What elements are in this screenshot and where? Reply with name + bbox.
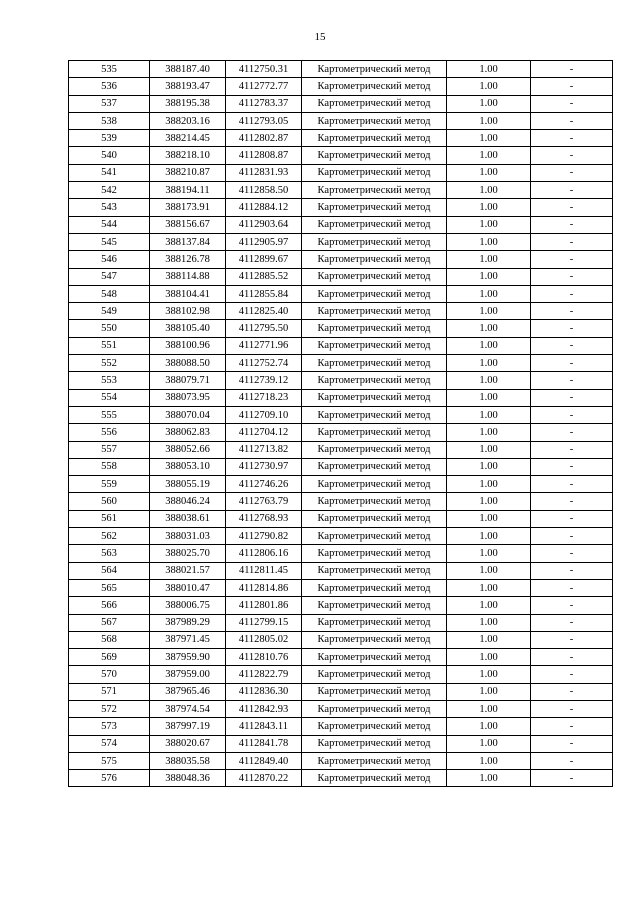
note-cell: -: [531, 579, 613, 596]
table-row: [69, 268, 613, 285]
y-coordinate-cell: 4112884.12: [226, 199, 302, 216]
note-cell: -: [531, 216, 613, 233]
note-cell: -: [531, 355, 613, 372]
table-row: [69, 112, 613, 129]
table-row: [69, 510, 613, 527]
note-cell: -: [531, 614, 613, 631]
x-coordinate-cell: 388195.38: [150, 95, 226, 112]
note-cell: -: [531, 372, 613, 389]
x-coordinate-cell: 388102.98: [150, 303, 226, 320]
accuracy-cell: 1.00: [447, 61, 531, 78]
y-coordinate-cell: 4112713.82: [226, 441, 302, 458]
note-cell: -: [531, 61, 613, 78]
y-coordinate-cell: 4112806.16: [226, 545, 302, 562]
table-row: [69, 320, 613, 337]
table-row: [69, 528, 613, 545]
accuracy-cell: 1.00: [447, 752, 531, 769]
point-number-cell: 552: [69, 355, 150, 372]
y-coordinate-cell: 4112814.86: [226, 579, 302, 596]
y-coordinate-cell: 4112855.84: [226, 285, 302, 302]
x-coordinate-cell: 388006.75: [150, 597, 226, 614]
method-cell: Картометрический метод: [302, 303, 447, 320]
x-coordinate-cell: 388010.47: [150, 579, 226, 596]
table-row: [69, 355, 613, 372]
x-coordinate-cell: 388187.40: [150, 61, 226, 78]
y-coordinate-cell: 4112842.93: [226, 700, 302, 717]
method-cell: Картометрический метод: [302, 78, 447, 95]
note-cell: -: [531, 251, 613, 268]
y-coordinate-cell: 4112899.67: [226, 251, 302, 268]
point-number-cell: 563: [69, 545, 150, 562]
method-cell: Картометрический метод: [302, 130, 447, 147]
method-cell: Картометрический метод: [302, 718, 447, 735]
accuracy-cell: 1.00: [447, 528, 531, 545]
x-coordinate-cell: 388021.57: [150, 562, 226, 579]
point-number-cell: 542: [69, 182, 150, 199]
table-row: [69, 78, 613, 95]
accuracy-cell: 1.00: [447, 493, 531, 510]
x-coordinate-cell: 388210.87: [150, 164, 226, 181]
x-coordinate-cell: 388025.70: [150, 545, 226, 562]
method-cell: Картометрический метод: [302, 182, 447, 199]
y-coordinate-cell: 4112903.64: [226, 216, 302, 233]
table-row: [69, 130, 613, 147]
table-row: [69, 649, 613, 666]
accuracy-cell: 1.00: [447, 147, 531, 164]
y-coordinate-cell: 4112811.45: [226, 562, 302, 579]
x-coordinate-cell: 387974.54: [150, 700, 226, 717]
method-cell: Картометрический метод: [302, 61, 447, 78]
point-number-cell: 555: [69, 406, 150, 423]
y-coordinate-cell: 4112810.76: [226, 649, 302, 666]
note-cell: -: [531, 493, 613, 510]
method-cell: Картометрический метод: [302, 666, 447, 683]
note-cell: -: [531, 389, 613, 406]
point-number-cell: 544: [69, 216, 150, 233]
note-cell: -: [531, 285, 613, 302]
note-cell: -: [531, 510, 613, 527]
accuracy-cell: 1.00: [447, 268, 531, 285]
accuracy-cell: 1.00: [447, 597, 531, 614]
note-cell: -: [531, 424, 613, 441]
note-cell: -: [531, 752, 613, 769]
y-coordinate-cell: 4112822.79: [226, 666, 302, 683]
note-cell: -: [531, 545, 613, 562]
table-row: [69, 303, 613, 320]
point-number-cell: 560: [69, 493, 150, 510]
note-cell: -: [531, 182, 613, 199]
method-cell: Картометрический метод: [302, 510, 447, 527]
note-cell: -: [531, 735, 613, 752]
y-coordinate-cell: 4112905.97: [226, 233, 302, 250]
x-coordinate-cell: 388100.96: [150, 337, 226, 354]
point-number-cell: 553: [69, 372, 150, 389]
method-cell: Картометрический метод: [302, 147, 447, 164]
x-coordinate-cell: 388073.95: [150, 389, 226, 406]
method-cell: Картометрический метод: [302, 199, 447, 216]
accuracy-cell: 1.00: [447, 666, 531, 683]
y-coordinate-cell: 4112808.87: [226, 147, 302, 164]
coordinates-table-body: [69, 61, 613, 787]
note-cell: -: [531, 164, 613, 181]
y-coordinate-cell: 4112885.52: [226, 268, 302, 285]
x-coordinate-cell: 387989.29: [150, 614, 226, 631]
x-coordinate-cell: 388052.66: [150, 441, 226, 458]
note-cell: -: [531, 528, 613, 545]
point-number-cell: 535: [69, 61, 150, 78]
point-number-cell: 558: [69, 458, 150, 475]
point-number-cell: 541: [69, 164, 150, 181]
method-cell: Картометрический метод: [302, 493, 447, 510]
note-cell: -: [531, 199, 613, 216]
accuracy-cell: 1.00: [447, 233, 531, 250]
y-coordinate-cell: 4112790.82: [226, 528, 302, 545]
table-row: [69, 458, 613, 475]
table-row: [69, 233, 613, 250]
method-cell: Картометрический метод: [302, 735, 447, 752]
table-row: [69, 372, 613, 389]
note-cell: -: [531, 95, 613, 112]
method-cell: Картометрический метод: [302, 355, 447, 372]
y-coordinate-cell: 4112858.50: [226, 182, 302, 199]
accuracy-cell: 1.00: [447, 562, 531, 579]
method-cell: Картометрический метод: [302, 216, 447, 233]
point-number-cell: 554: [69, 389, 150, 406]
method-cell: Картометрический метод: [302, 614, 447, 631]
point-number-cell: 572: [69, 700, 150, 717]
table-row: [69, 735, 613, 752]
point-number-cell: 569: [69, 649, 150, 666]
point-number-cell: 567: [69, 614, 150, 631]
y-coordinate-cell: 4112795.50: [226, 320, 302, 337]
table-row: [69, 493, 613, 510]
accuracy-cell: 1.00: [447, 718, 531, 735]
x-coordinate-cell: 388070.04: [150, 406, 226, 423]
accuracy-cell: 1.00: [447, 130, 531, 147]
y-coordinate-cell: 4112718.23: [226, 389, 302, 406]
x-coordinate-cell: 388020.67: [150, 735, 226, 752]
note-cell: -: [531, 770, 613, 787]
x-coordinate-cell: 388137.84: [150, 233, 226, 250]
table-row: [69, 337, 613, 354]
y-coordinate-cell: 4112805.02: [226, 631, 302, 648]
point-number-cell: 561: [69, 510, 150, 527]
y-coordinate-cell: 4112836.30: [226, 683, 302, 700]
note-cell: -: [531, 476, 613, 493]
method-cell: Картометрический метод: [302, 441, 447, 458]
table-row: [69, 285, 613, 302]
note-cell: -: [531, 649, 613, 666]
point-number-cell: 538: [69, 112, 150, 129]
y-coordinate-cell: 4112841.78: [226, 735, 302, 752]
x-coordinate-cell: 388048.36: [150, 770, 226, 787]
table-row: [69, 199, 613, 216]
method-cell: Картометрический метод: [302, 476, 447, 493]
method-cell: Картометрический метод: [302, 95, 447, 112]
table-row: [69, 683, 613, 700]
note-cell: -: [531, 130, 613, 147]
x-coordinate-cell: 388105.40: [150, 320, 226, 337]
point-number-cell: 547: [69, 268, 150, 285]
note-cell: -: [531, 597, 613, 614]
x-coordinate-cell: 388173.91: [150, 199, 226, 216]
accuracy-cell: 1.00: [447, 614, 531, 631]
point-number-cell: 576: [69, 770, 150, 787]
x-coordinate-cell: 388088.50: [150, 355, 226, 372]
table-row: [69, 476, 613, 493]
note-cell: -: [531, 268, 613, 285]
method-cell: Картометрический метод: [302, 528, 447, 545]
accuracy-cell: 1.00: [447, 510, 531, 527]
y-coordinate-cell: 4112739.12: [226, 372, 302, 389]
table-row: [69, 216, 613, 233]
method-cell: Картометрический метод: [302, 562, 447, 579]
y-coordinate-cell: 4112768.93: [226, 510, 302, 527]
method-cell: Картометрический метод: [302, 649, 447, 666]
coordinates-table: [68, 60, 613, 787]
x-coordinate-cell: 388035.58: [150, 752, 226, 769]
y-coordinate-cell: 4112825.40: [226, 303, 302, 320]
accuracy-cell: 1.00: [447, 700, 531, 717]
method-cell: Картометрический метод: [302, 458, 447, 475]
x-coordinate-cell: 388126.78: [150, 251, 226, 268]
note-cell: -: [531, 78, 613, 95]
note-cell: -: [531, 700, 613, 717]
note-cell: -: [531, 458, 613, 475]
accuracy-cell: 1.00: [447, 78, 531, 95]
accuracy-cell: 1.00: [447, 320, 531, 337]
x-coordinate-cell: 388114.88: [150, 268, 226, 285]
table-row: [69, 406, 613, 423]
accuracy-cell: 1.00: [447, 476, 531, 493]
method-cell: Картометрический метод: [302, 406, 447, 423]
table-row: [69, 579, 613, 596]
x-coordinate-cell: 388062.83: [150, 424, 226, 441]
accuracy-cell: 1.00: [447, 285, 531, 302]
note-cell: -: [531, 666, 613, 683]
point-number-cell: 537: [69, 95, 150, 112]
note-cell: -: [531, 337, 613, 354]
method-cell: Картометрический метод: [302, 320, 447, 337]
point-number-cell: 557: [69, 441, 150, 458]
table-row: [69, 147, 613, 164]
accuracy-cell: 1.00: [447, 372, 531, 389]
method-cell: Картометрический метод: [302, 683, 447, 700]
method-cell: Картометрический метод: [302, 579, 447, 596]
accuracy-cell: 1.00: [447, 649, 531, 666]
y-coordinate-cell: 4112801.86: [226, 597, 302, 614]
note-cell: -: [531, 718, 613, 735]
x-coordinate-cell: 388214.45: [150, 130, 226, 147]
x-coordinate-cell: 388203.16: [150, 112, 226, 129]
y-coordinate-cell: 4112772.77: [226, 78, 302, 95]
x-coordinate-cell: 388079.71: [150, 372, 226, 389]
note-cell: -: [531, 683, 613, 700]
note-cell: -: [531, 406, 613, 423]
method-cell: Картометрический метод: [302, 597, 447, 614]
point-number-cell: 574: [69, 735, 150, 752]
accuracy-cell: 1.00: [447, 337, 531, 354]
point-number-cell: 566: [69, 597, 150, 614]
method-cell: Картометрический метод: [302, 545, 447, 562]
table-row: [69, 164, 613, 181]
method-cell: Картометрический метод: [302, 233, 447, 250]
point-number-cell: 573: [69, 718, 150, 735]
point-number-cell: 543: [69, 199, 150, 216]
x-coordinate-cell: 388031.03: [150, 528, 226, 545]
accuracy-cell: 1.00: [447, 579, 531, 596]
accuracy-cell: 1.00: [447, 303, 531, 320]
note-cell: -: [531, 320, 613, 337]
y-coordinate-cell: 4112709.10: [226, 406, 302, 423]
x-coordinate-cell: 387959.90: [150, 649, 226, 666]
x-coordinate-cell: 387965.46: [150, 683, 226, 700]
note-cell: -: [531, 147, 613, 164]
table-row: [69, 441, 613, 458]
table-row: [69, 61, 613, 78]
table-row: [69, 700, 613, 717]
accuracy-cell: 1.00: [447, 216, 531, 233]
method-cell: Картометрический метод: [302, 372, 447, 389]
y-coordinate-cell: 4112849.40: [226, 752, 302, 769]
x-coordinate-cell: 388218.10: [150, 147, 226, 164]
y-coordinate-cell: 4112870.22: [226, 770, 302, 787]
x-coordinate-cell: 388193.47: [150, 78, 226, 95]
note-cell: -: [531, 441, 613, 458]
accuracy-cell: 1.00: [447, 164, 531, 181]
accuracy-cell: 1.00: [447, 631, 531, 648]
point-number-cell: 546: [69, 251, 150, 268]
table-row: [69, 614, 613, 631]
x-coordinate-cell: 388053.10: [150, 458, 226, 475]
y-coordinate-cell: 4112802.87: [226, 130, 302, 147]
accuracy-cell: 1.00: [447, 458, 531, 475]
x-coordinate-cell: 387959.00: [150, 666, 226, 683]
point-number-cell: 559: [69, 476, 150, 493]
point-number-cell: 545: [69, 233, 150, 250]
point-number-cell: 575: [69, 752, 150, 769]
x-coordinate-cell: 388046.24: [150, 493, 226, 510]
accuracy-cell: 1.00: [447, 424, 531, 441]
point-number-cell: 536: [69, 78, 150, 95]
y-coordinate-cell: 4112843.11: [226, 718, 302, 735]
accuracy-cell: 1.00: [447, 251, 531, 268]
method-cell: Картометрический метод: [302, 268, 447, 285]
point-number-cell: 540: [69, 147, 150, 164]
y-coordinate-cell: 4112799.15: [226, 614, 302, 631]
point-number-cell: 549: [69, 303, 150, 320]
x-coordinate-cell: 388055.19: [150, 476, 226, 493]
x-coordinate-cell: 388104.41: [150, 285, 226, 302]
accuracy-cell: 1.00: [447, 735, 531, 752]
x-coordinate-cell: 388156.67: [150, 216, 226, 233]
table-row: [69, 631, 613, 648]
y-coordinate-cell: 4112793.05: [226, 112, 302, 129]
x-coordinate-cell: 387997.19: [150, 718, 226, 735]
accuracy-cell: 1.00: [447, 95, 531, 112]
accuracy-cell: 1.00: [447, 683, 531, 700]
y-coordinate-cell: 4112746.26: [226, 476, 302, 493]
table-row: [69, 718, 613, 735]
table-row: [69, 182, 613, 199]
point-number-cell: 539: [69, 130, 150, 147]
method-cell: Картометрический метод: [302, 631, 447, 648]
y-coordinate-cell: 4112831.93: [226, 164, 302, 181]
x-coordinate-cell: 387971.45: [150, 631, 226, 648]
point-number-cell: 550: [69, 320, 150, 337]
point-number-cell: 551: [69, 337, 150, 354]
method-cell: Картометрический метод: [302, 752, 447, 769]
table-row: [69, 95, 613, 112]
accuracy-cell: 1.00: [447, 545, 531, 562]
accuracy-cell: 1.00: [447, 770, 531, 787]
table-row: [69, 752, 613, 769]
table-row: [69, 666, 613, 683]
accuracy-cell: 1.00: [447, 199, 531, 216]
y-coordinate-cell: 4112783.37: [226, 95, 302, 112]
table-row: [69, 545, 613, 562]
y-coordinate-cell: 4112750.31: [226, 61, 302, 78]
y-coordinate-cell: 4112704.12: [226, 424, 302, 441]
point-number-cell: 556: [69, 424, 150, 441]
y-coordinate-cell: 4112752.74: [226, 355, 302, 372]
method-cell: Картометрический метод: [302, 285, 447, 302]
point-number-cell: 571: [69, 683, 150, 700]
x-coordinate-cell: 388038.61: [150, 510, 226, 527]
y-coordinate-cell: 4112771.96: [226, 337, 302, 354]
accuracy-cell: 1.00: [447, 389, 531, 406]
accuracy-cell: 1.00: [447, 112, 531, 129]
method-cell: Картометрический метод: [302, 424, 447, 441]
accuracy-cell: 1.00: [447, 182, 531, 199]
table-row: [69, 389, 613, 406]
method-cell: Картометрический метод: [302, 112, 447, 129]
point-number-cell: 570: [69, 666, 150, 683]
table-row: [69, 424, 613, 441]
note-cell: -: [531, 562, 613, 579]
table-row: [69, 597, 613, 614]
note-cell: -: [531, 112, 613, 129]
note-cell: -: [531, 233, 613, 250]
method-cell: Картометрический метод: [302, 164, 447, 181]
table-row: [69, 562, 613, 579]
accuracy-cell: 1.00: [447, 406, 531, 423]
page-number: 15: [314, 31, 326, 43]
point-number-cell: 548: [69, 285, 150, 302]
note-cell: -: [531, 303, 613, 320]
method-cell: Картометрический метод: [302, 251, 447, 268]
y-coordinate-cell: 4112730.97: [226, 458, 302, 475]
note-cell: -: [531, 631, 613, 648]
accuracy-cell: 1.00: [447, 355, 531, 372]
point-number-cell: 564: [69, 562, 150, 579]
x-coordinate-cell: 388194.11: [150, 182, 226, 199]
y-coordinate-cell: 4112763.79: [226, 493, 302, 510]
method-cell: Картометрический метод: [302, 770, 447, 787]
point-number-cell: 568: [69, 631, 150, 648]
method-cell: Картометрический метод: [302, 389, 447, 406]
table-row: [69, 251, 613, 268]
method-cell: Картометрический метод: [302, 700, 447, 717]
point-number-cell: 565: [69, 579, 150, 596]
point-number-cell: 562: [69, 528, 150, 545]
table-row: [69, 770, 613, 787]
accuracy-cell: 1.00: [447, 441, 531, 458]
method-cell: Картометрический метод: [302, 337, 447, 354]
